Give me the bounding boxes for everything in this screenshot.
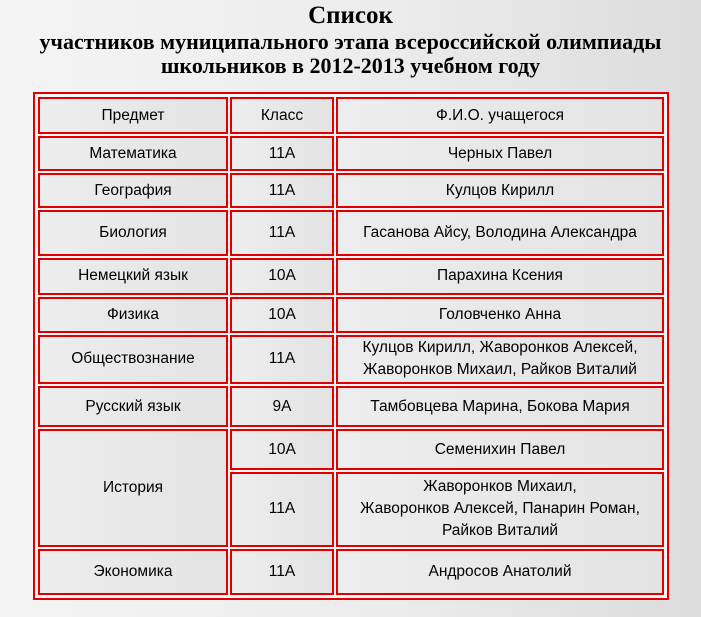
subject-cell: Физика bbox=[38, 297, 228, 333]
student-name-cell bbox=[336, 472, 664, 546]
table-row bbox=[38, 210, 664, 256]
header-subject: Предмет bbox=[38, 97, 228, 134]
header-grade: Класс bbox=[230, 97, 334, 134]
page-subtitle-line-1: участников муниципального этапа всероссийской олимпиады bbox=[39, 29, 662, 54]
table-row bbox=[38, 136, 664, 171]
student-name-cell: Головченко Анна bbox=[336, 297, 664, 333]
student-name-cell: Черных Павел bbox=[336, 136, 664, 171]
grade-cell: 10А bbox=[230, 429, 334, 470]
header-student-name: Ф.И.О. учащегося bbox=[336, 97, 664, 134]
table-row bbox=[38, 335, 664, 384]
student-name-line: Жаворонков Алексей, Панарин Роман, bbox=[360, 500, 640, 518]
participants-table bbox=[36, 95, 666, 597]
student-name-cell bbox=[336, 335, 664, 384]
table-row bbox=[38, 297, 664, 333]
page-title-block bbox=[0, 2, 701, 78]
subject-cell: Обществознание bbox=[38, 335, 228, 384]
participants-table-frame bbox=[33, 92, 669, 600]
student-name-cell: Семенихин Павел bbox=[336, 429, 664, 470]
grade-cell: 11А bbox=[230, 472, 334, 546]
student-name-line: Кулцов Кирилл, Жаворонков Алексей, bbox=[362, 339, 638, 357]
student-name-cell: Кулцов Кирилл bbox=[336, 173, 664, 208]
student-name-line: Райков Виталий bbox=[441, 522, 559, 540]
table-row bbox=[38, 549, 664, 595]
page-subtitle-line-2: школьников в 2012-2013 учебном году bbox=[160, 53, 541, 78]
subject-cell: География bbox=[38, 173, 228, 208]
student-name-line: Жаворонков Михаил, Райков Виталий bbox=[363, 361, 637, 379]
subject-cell: История bbox=[38, 429, 228, 546]
table-row bbox=[38, 429, 664, 470]
student-name-cell: Тамбовцева Марина, Бокова Мария bbox=[336, 386, 664, 427]
student-name-cell: Парахина Ксения bbox=[336, 258, 664, 294]
table-row bbox=[38, 173, 664, 208]
subject-cell: Биология bbox=[38, 210, 228, 256]
student-name-cell: Андросов Анатолий bbox=[336, 549, 664, 595]
subject-cell: Математика bbox=[38, 136, 228, 171]
table-header-row bbox=[38, 97, 664, 134]
grade-cell: 11А bbox=[230, 335, 334, 384]
grade-cell: 10А bbox=[230, 258, 334, 294]
page-title: Список bbox=[308, 2, 393, 29]
grade-cell: 10А bbox=[230, 297, 334, 333]
table-row bbox=[38, 386, 664, 427]
subject-cell: Немецкий язык bbox=[38, 258, 228, 294]
grade-cell: 11А bbox=[230, 136, 334, 171]
grade-cell: 9А bbox=[230, 386, 334, 427]
grade-cell: 11А bbox=[230, 173, 334, 208]
table-row bbox=[38, 258, 664, 294]
subject-cell: Экономика bbox=[38, 549, 228, 595]
student-name-cell: Гасанова Айсу, Володина Александра bbox=[336, 210, 664, 256]
grade-cell: 11А bbox=[230, 210, 334, 256]
grade-cell: 11А bbox=[230, 549, 334, 595]
student-name-line: Жаворонков Михаил, bbox=[423, 478, 577, 496]
subject-cell: Русский язык bbox=[38, 386, 228, 427]
